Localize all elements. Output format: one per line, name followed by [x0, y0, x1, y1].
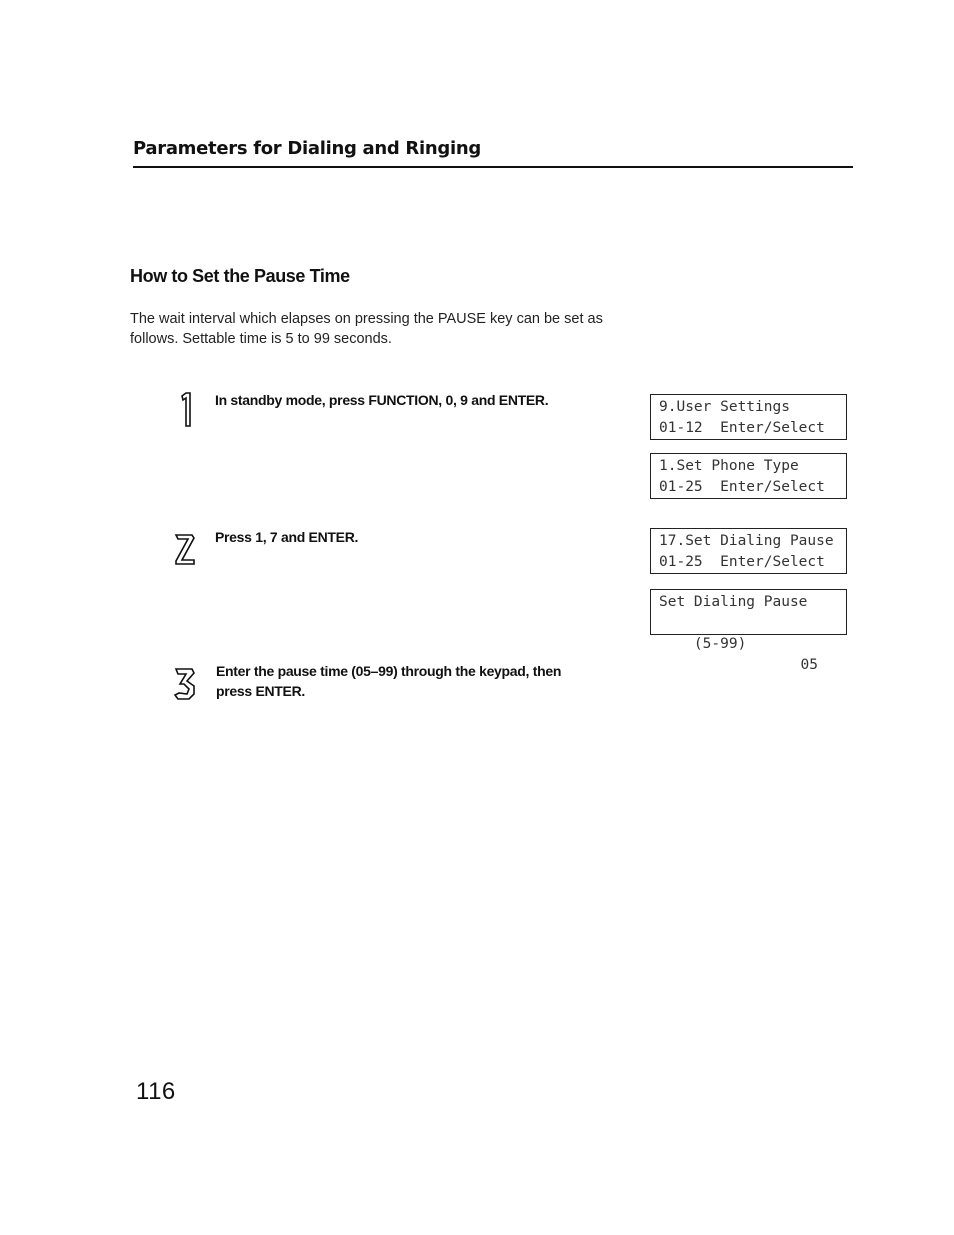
lcd-display-dialing-pause-menu [650, 528, 847, 574]
section-title-text: Parameters for Dialing and Ringing [133, 138, 481, 159]
page-heading: How to Set the Pause Time [130, 266, 350, 286]
lcd-line-1: Set Dialing Pause [659, 594, 808, 610]
lcd-line-2: 01-12 Enter/Select [659, 420, 825, 436]
step-2-text: Press 1, 7 and ENTER. [215, 529, 359, 545]
step-number-1 [176, 390, 204, 430]
intro-paragraph [130, 309, 650, 349]
lcd-range-label: (5-99) [693, 636, 747, 652]
lcd-line-2: 01-25 Enter/Select [659, 554, 825, 570]
step-3-line-2: press ENTER. [216, 683, 305, 699]
step-1-numeral-icon [176, 390, 204, 430]
lcd-line-2 [659, 613, 846, 697]
step-number-2 [172, 530, 200, 570]
step-3-text [216, 661, 561, 701]
section-title [133, 138, 481, 159]
step-3-numeral-icon [172, 664, 200, 704]
step-2-numeral-icon [172, 530, 200, 570]
step-number-3 [172, 664, 200, 704]
lcd-display-user-settings [650, 394, 847, 440]
lcd-line-1: 9.User Settings [659, 399, 790, 415]
section-header [133, 138, 853, 168]
step-1-text: In standby mode, press FUNCTION, 0, 9 and ENTER. [215, 392, 549, 408]
intro-line-1: The wait interval which elapses on pressing the PAUSE key can be set as [130, 311, 603, 327]
lcd-line-1: 17.Set Dialing Pause [659, 533, 834, 549]
lcd-line-1: 1.Set Phone Type [659, 458, 799, 474]
step-3-line-1: Enter the pause time (05–99) through the keypad, then [216, 663, 562, 679]
intro-line-2: follows. Settable time is 5 to 99 seconds. [130, 331, 392, 347]
page-number: 116 [136, 1078, 176, 1105]
lcd-display-phone-type [650, 453, 847, 499]
lcd-line-2: 01-25 Enter/Select [659, 479, 825, 495]
lcd-pause-value: 05 [800, 657, 818, 673]
lcd-display-dialing-pause-value [650, 589, 847, 673]
